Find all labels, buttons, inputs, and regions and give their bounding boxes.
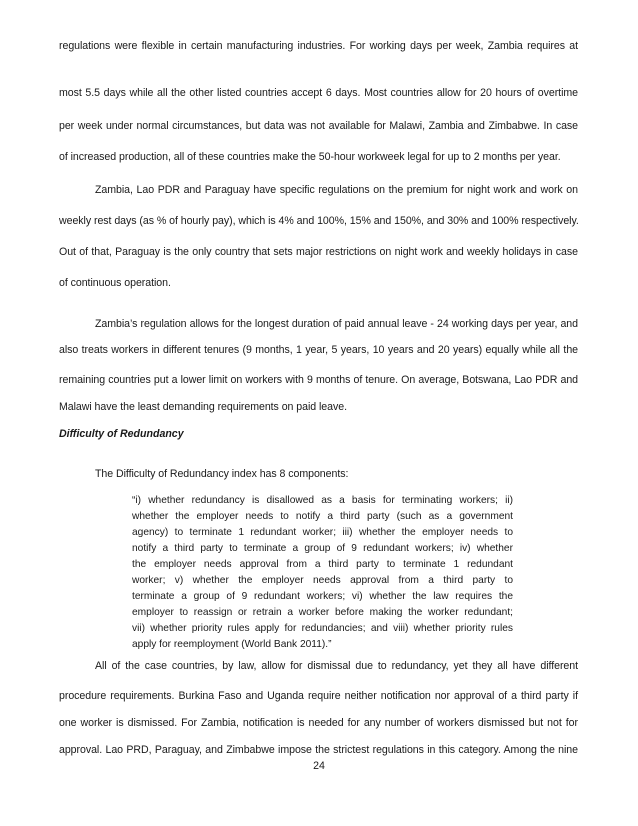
quote-line-3: agency) to terminate 1 redundant worker; iii) whether the employer needs to — [132, 527, 513, 538]
paragraph-1-line-1: regulations were flexible in certain manufacturing industries. For working days per week, Zambia requires at — [59, 40, 578, 52]
quote-line-8: employer to reassign or retrain a worker before making the worker redundant; — [132, 607, 513, 618]
paragraph-2-line-4: of continuous operation. — [59, 277, 171, 289]
quote-line-5: the employer needs approval from a third party to terminate 1 redundant — [132, 559, 513, 570]
paragraph-4-line-2: procedure requirements. Burkina Faso and Uganda require neither notification nor approval of a third party if — [59, 690, 578, 702]
paragraph-4-line-3: one worker is dismissed. For Zambia, notification is needed for any number of workers dismissed but not for — [59, 717, 578, 729]
paragraph-3-line-4: Malawi have the least demanding requirements on paid leave. — [59, 401, 347, 413]
page-number: 24 — [313, 760, 325, 772]
quote-line-7: terminate a group of 9 redundant workers; vi) whether the law requires the — [132, 591, 513, 602]
paragraph-1-line-2: most 5.5 days while all the other listed countries accept 6 days. Most countries allow for 20 hours of overtime — [59, 87, 578, 99]
paragraph-3-line-2: also treats workers in different tenures (9 months, 1 year, 5 years, 10 years and 20 years) equally while all the — [59, 344, 578, 356]
paragraph-3-line-3: remaining countries put a lower limit on workers with 9 months of tenure. On average, Botswana, Lao PDR and — [59, 374, 578, 386]
paragraph-1-line-4: of increased production, all of these countries make the 50-hour workweek legal for up to 2 months per year. — [59, 151, 561, 163]
quote-line-10: apply for reemployment (World Bank 2011).” — [132, 639, 332, 650]
paragraph-4-line-4: approval. Lao PRD, Paraguay, and Zimbabwe impose the strictest regulations in this category. Among the nine — [59, 744, 578, 756]
quote-line-9: vii) whether priority rules apply for redundancies; and viii) whether priority rules — [132, 623, 513, 634]
index-intro: The Difficulty of Redundancy index has 8 components: — [95, 468, 349, 480]
quote-line-2: whether the employer needs to notify a third party (such as a government — [132, 511, 513, 522]
paragraph-4-line-1: All of the case countries, by law, allow for dismissal due to redundancy, yet they all have different — [95, 660, 578, 672]
paragraph-3-line-1: Zambia’s regulation allows for the longest duration of paid annual leave - 24 working days per year, and — [95, 318, 578, 330]
paragraph-2-line-2: weekly rest days (as % of hourly pay), which is 4% and 100%, 15% and 150%, and 30% and 100% respectively. — [59, 215, 579, 227]
quote-line-6: worker; v) whether the employer needs approval from a third party to — [132, 575, 513, 586]
paragraph-2-line-1: Zambia, Lao PDR and Paraguay have specific regulations on the premium for night work and work on — [95, 184, 578, 196]
section-heading: Difficulty of Redundancy — [59, 428, 184, 440]
paragraph-2-line-3: Out of that, Paraguay is the only country that sets major restrictions on night work and weekly holidays in case — [59, 246, 578, 258]
quote-line-1: “i) whether redundancy is disallowed as a basis for terminating workers; ii) — [132, 495, 513, 506]
quote-line-4: notify a third party to terminate a group of 9 redundant workers; iv) whether — [132, 543, 513, 554]
paragraph-1-line-3: per week under normal circumstances, but data was not available for Malawi, Zambia and Zimbabwe. In case — [59, 120, 578, 132]
